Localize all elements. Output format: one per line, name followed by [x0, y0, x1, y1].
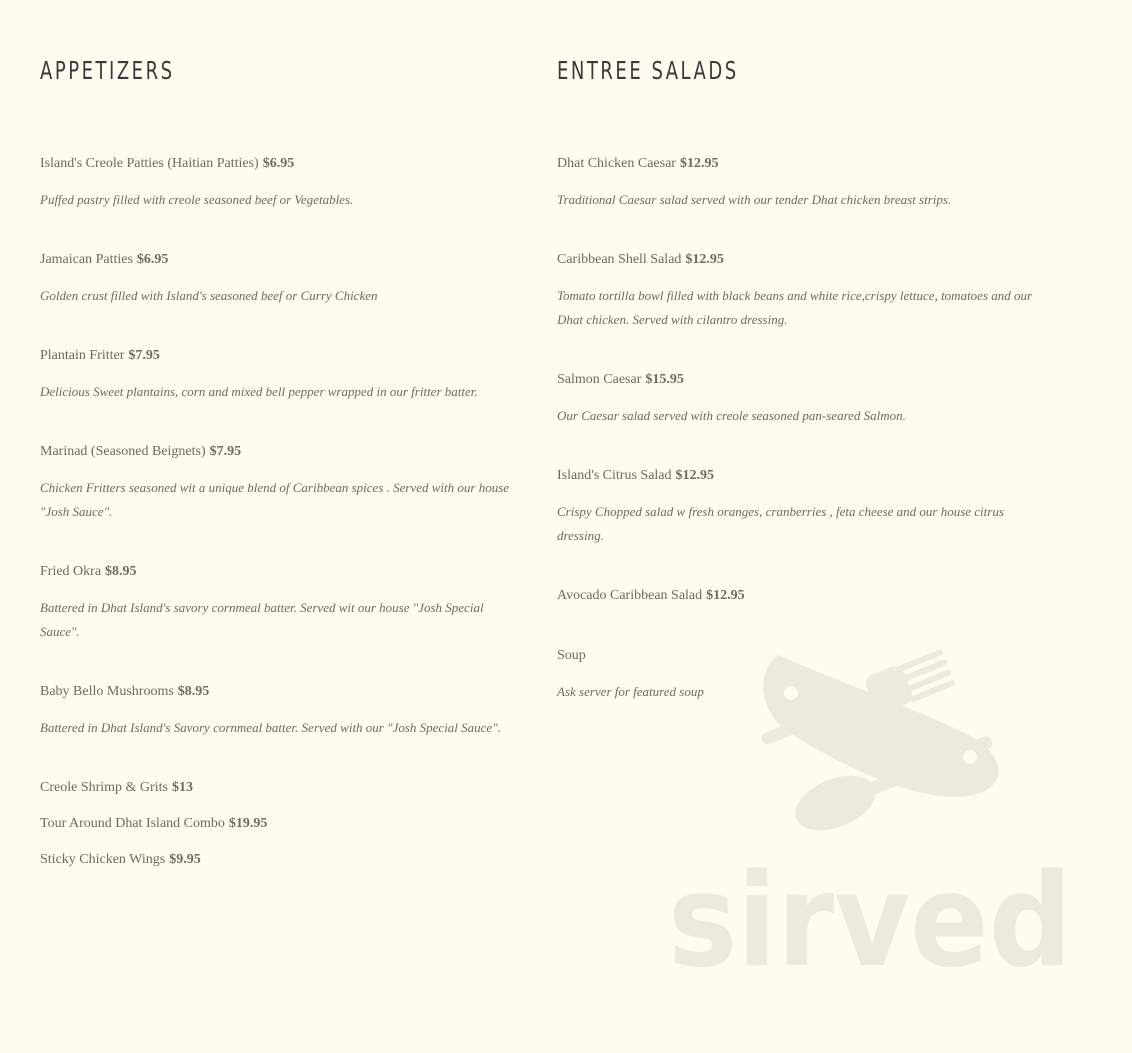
menu-item-price: $6.95	[262, 156, 295, 171]
appetizers-title: APPETIZERS	[40, 56, 175, 85]
menu-item	[40, 152, 520, 212]
menu-item-header	[40, 680, 520, 704]
menu-item-price: $13	[171, 780, 193, 795]
menu-item	[557, 152, 1047, 212]
menu-item-header	[557, 152, 1047, 176]
menu-item-name: Tour Around Dhat Island Combo	[40, 816, 225, 831]
menu-item	[40, 680, 520, 740]
menu-item-header	[40, 560, 520, 584]
menu-item-price: $12.95	[675, 468, 715, 483]
entree-salads-title: ENTREE SALADS	[557, 56, 739, 85]
menu-item-price: $6.95	[136, 252, 169, 267]
menu-item-name: Jamaican Patties	[40, 252, 133, 267]
menu-item-description: Delicious Sweet plantains, corn and mixed bell pepper wrapped in our fritter batter.	[40, 384, 478, 399]
menu-item-name: Baby Bello Mushrooms	[40, 684, 174, 699]
menu-item-name: Island's Citrus Salad	[557, 468, 672, 483]
entree-salads-list	[557, 152, 1047, 740]
menu-item-description: Battered in Dhat Island's savory cornmeal batter. Served wit our house "Josh Special Sauce".	[40, 600, 484, 639]
menu-item-header	[40, 248, 520, 272]
menu-item	[40, 344, 520, 404]
menu-item-header	[40, 776, 520, 800]
menu-item-price: $8.95	[177, 684, 210, 699]
menu-item-description: Ask server for featured soup	[557, 684, 704, 699]
menu-item	[40, 440, 520, 524]
menu-item	[40, 248, 520, 308]
sirved-watermark-text: sirved	[668, 847, 1072, 985]
menu-item-name: Sticky Chicken Wings	[40, 852, 166, 867]
menu-item-header	[40, 152, 520, 176]
menu-item	[557, 248, 1047, 332]
menu-item-price: $19.95	[228, 816, 268, 831]
menu-item	[557, 464, 1047, 548]
menu-item	[40, 812, 520, 836]
menu-item	[557, 584, 1047, 608]
menu-item-header	[40, 848, 520, 872]
menu-item-header	[40, 344, 520, 368]
menu-item-description: Tomato tortilla bowl filled with black beans and white rice,crispy lettuce, tomatoes and our Dhat chicken. Served with cilantro dressing.	[557, 288, 1033, 327]
menu-item-header	[557, 368, 1047, 392]
menu-item-name: Fried Okra	[40, 564, 102, 579]
menu-item-name: Salmon Caesar	[557, 372, 642, 387]
menu-item-name: Plantain Fritter	[40, 348, 125, 363]
menu-item	[557, 368, 1047, 428]
menu-item-header	[557, 584, 1047, 608]
menu-item-header	[557, 248, 1047, 272]
menu-item-price: $7.95	[209, 444, 242, 459]
menu-item-header	[557, 464, 1047, 488]
menu-item-name: Creole Shrimp & Grits	[40, 780, 168, 795]
menu-item-name: Marinad (Seasoned Beignets)	[40, 444, 206, 459]
menu-item-description: Golden crust filled with Island's seasoned beef or Curry Chicken	[40, 288, 378, 303]
menu-item-price: $7.95	[128, 348, 160, 363]
menu-item-price: $12.95	[685, 252, 724, 267]
menu-item-header	[557, 644, 1047, 668]
menu-item-name: Island's Creole Patties (Haitian Patties)	[40, 156, 259, 171]
menu-item-header	[40, 440, 520, 464]
menu-item-name: Caribbean Shell Salad	[557, 252, 682, 267]
menu-item-description: Chicken Fritters seasoned wit a unique blend of Caribbean spices . Served with our house "Josh Sauce".	[40, 480, 510, 519]
menu-item-description: Our Caesar salad served with creole seasoned pan-seared Salmon.	[557, 408, 906, 423]
menu-item-description: Traditional Caesar salad served with our tender Dhat chicken breast strips.	[557, 192, 952, 207]
menu-item	[40, 776, 520, 800]
menu-item-description: Battered in Dhat Island's Savory cornmeal batter. Served with our "Josh Special Sauce".	[40, 720, 501, 735]
menu-item	[40, 848, 520, 872]
appetizers-list	[40, 152, 520, 884]
menu-item-price: $15.95	[645, 372, 684, 387]
menu-item-header	[40, 812, 520, 836]
menu-item-description: Puffed pastry filled with creole seasoned beef or Vegetables.	[40, 192, 354, 207]
menu-item-name: Soup	[557, 648, 586, 663]
menu-item	[40, 560, 520, 644]
menu-item-price: $8.95	[105, 564, 137, 579]
menu-item	[557, 644, 1047, 704]
menu-item-price: $12.95	[679, 156, 719, 171]
menu-item-price: $12.95	[706, 588, 745, 603]
menu-item-price: $9.95	[169, 852, 201, 867]
menu-item-name: Dhat Chicken Caesar	[557, 156, 676, 171]
menu-item-name: Avocado Caribbean Salad	[557, 588, 703, 603]
menu-item-description: Crispy Chopped salad w fresh oranges, cranberries , feta cheese and our house citrus dressing.	[557, 504, 1004, 543]
